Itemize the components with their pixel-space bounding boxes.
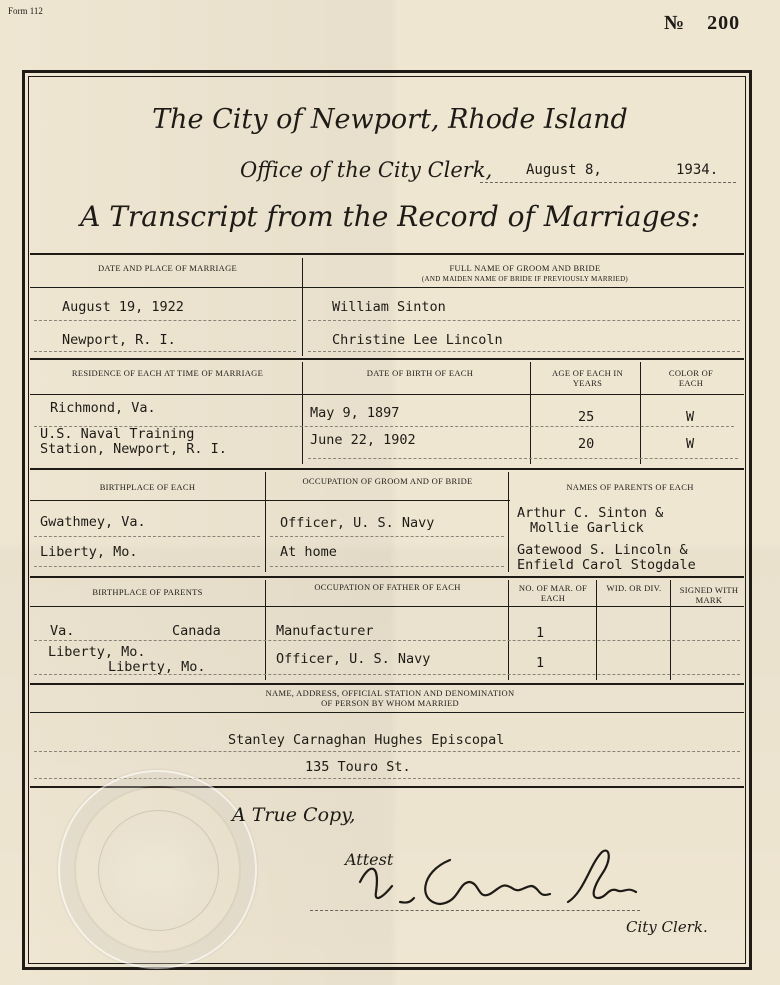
divider (670, 580, 671, 680)
hdr-father-occupation: OCCUPATION OF FATHER OF EACH (314, 582, 461, 592)
groom-parents-birthplace-b: Canada (172, 623, 221, 639)
hdr-parents-birthplace: BIRTHPLACE OF PARENTS (92, 587, 203, 597)
groom-color: W (686, 409, 695, 425)
bride-parents-line2: Enfield Carol Stogdale (517, 557, 696, 573)
divider (508, 472, 509, 572)
bride-color: W (686, 436, 695, 452)
hdr-date-place: DATE AND PLACE OF MARRIAGE (97, 263, 238, 273)
dotted-line (34, 320, 296, 321)
bride-occupation: At home (280, 544, 337, 560)
groom-parents-line2: Mollie Garlick (530, 520, 644, 536)
bride-residence-line2: Station, Newport, R. I. (40, 441, 227, 457)
bride-name: Christine Lee Lincoln (332, 332, 503, 348)
dotted-line (34, 426, 734, 427)
rule (30, 468, 744, 470)
hdr-birthplace: BIRTHPLACE OF EACH (99, 482, 196, 492)
hdr-officiant-line1: NAME, ADDRESS, OFFICIAL STATION AND DENOMINATION (265, 688, 515, 698)
marriage-place: Newport, R. I. (62, 332, 176, 348)
officiant-address: 135 Touro St. (305, 759, 411, 775)
hdr-officiant-line2: OF PERSON BY WHOM MARRIED (321, 698, 459, 708)
groom-occupation: Officer, U. S. Navy (280, 515, 435, 531)
rule (30, 287, 744, 288)
dotted-line (270, 536, 504, 537)
groom-father-occupation: Manufacturer (276, 623, 374, 639)
hdr-signed-mark: SIGNED WITH MARK (679, 585, 739, 605)
transcript-title: A Transcript from the Record of Marriages: (80, 200, 700, 233)
dotted-line (34, 674, 740, 675)
bride-parents-line1: Gatewood S. Lincoln & (517, 542, 688, 558)
city-clerk-label: City Clerk. (626, 918, 708, 936)
attest-label: Attest (345, 850, 394, 869)
form-number: Form 112 (8, 6, 43, 16)
bride-age: 20 (578, 436, 595, 452)
bride-parents-birthplace-a: Liberty, Mo. (48, 644, 146, 660)
groom-name: William Sinton (332, 299, 446, 315)
groom-residence: Richmond, Va. (50, 400, 156, 416)
rule (30, 683, 744, 685)
transcript-date: August 8, (526, 162, 602, 178)
divider (265, 580, 266, 680)
dotted-line (34, 566, 260, 567)
bride-birth-date: June 22, 1902 (310, 432, 416, 448)
hdr-occupation: OCCUPATION OF GROOM AND OF BRIDE (302, 476, 473, 486)
hdr-officiant (120, 688, 660, 708)
dotted-line (34, 536, 260, 537)
rule (30, 576, 744, 578)
seal-center (98, 810, 219, 931)
bride-residence-line1: U.S. Naval Training (40, 426, 195, 442)
office-title: Office of the City Clerk, (240, 158, 493, 182)
hdr-marriage-number: NO. OF MAR. OF EACH (518, 583, 588, 603)
hdr-parents: NAMES OF PARENTS OF EACH (566, 482, 694, 492)
groom-age: 25 (578, 409, 595, 425)
dotted-line (34, 751, 740, 752)
divider (530, 362, 531, 464)
hdr-color: COLOR OF EACH (668, 368, 714, 388)
date-underline (480, 182, 736, 183)
hdr-residence: RESIDENCE OF EACH AT TIME OF MARRIAGE (71, 368, 264, 378)
groom-parents-line1: Arthur C. Sinton & (517, 505, 664, 521)
marriage-date: August 19, 1922 (62, 299, 184, 315)
rule (30, 253, 744, 255)
dotted-line (308, 351, 740, 352)
groom-birthplace: Gwathmey, Va. (40, 514, 146, 530)
hdr-dob: DATE OF BIRTH OF EACH (366, 368, 474, 378)
hdr-names-sub: (AND MAIDEN NAME OF BRIDE IF PREVIOUSLY MARRIED) (421, 275, 629, 283)
transcript-year: 1934. (676, 162, 719, 178)
dotted-line (308, 458, 738, 459)
serial-value: 200 (707, 12, 741, 34)
hdr-names (310, 263, 740, 284)
hdr-widowed: WID. OR DIV. (606, 583, 662, 593)
groom-marriage-number: 1 (536, 625, 545, 641)
divider (302, 258, 303, 356)
divider (265, 472, 266, 572)
bride-father-occupation: Officer, U. S. Navy (276, 651, 431, 667)
dotted-line (308, 320, 740, 321)
dotted-line (34, 351, 296, 352)
bride-marriage-number: 1 (536, 655, 545, 671)
rule (30, 394, 744, 395)
bride-parents-birthplace-b: Liberty, Mo. (108, 659, 206, 675)
number-sign: № (664, 12, 686, 34)
serial-number (664, 12, 740, 35)
city-title: The City of Newport, Rhode Island (152, 104, 628, 135)
divider (302, 362, 303, 464)
groom-birth-date: May 9, 1897 (310, 405, 400, 421)
dotted-line (34, 640, 740, 641)
hdr-age: AGE OF EACH IN YEARS (551, 368, 624, 388)
groom-parents-birthplace-a: Va. (50, 623, 75, 639)
divider (596, 580, 597, 680)
rule (30, 712, 744, 713)
signature-line (310, 910, 640, 911)
officiant-name: Stanley Carnaghan Hughes Episcopal (228, 732, 505, 748)
rule (30, 606, 744, 607)
true-copy-label: A True Copy, (232, 804, 356, 826)
bride-birthplace: Liberty, Mo. (40, 544, 138, 560)
divider (640, 362, 641, 464)
hdr-names-main: FULL NAME OF GROOM AND BRIDE (449, 263, 601, 273)
rule (30, 358, 744, 360)
rule (30, 500, 510, 501)
city-seal (58, 770, 257, 969)
dotted-line (270, 566, 504, 567)
divider (508, 580, 509, 680)
